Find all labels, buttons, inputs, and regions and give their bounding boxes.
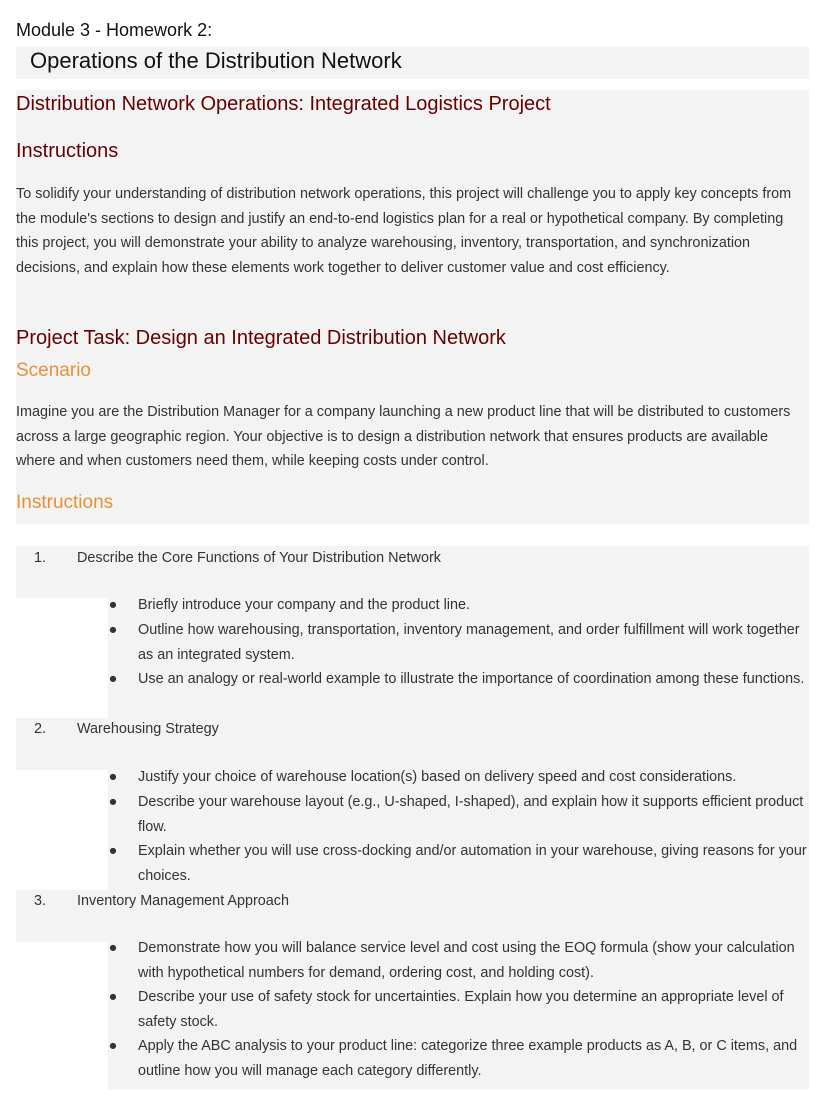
bullet-text: Apply the ABC analysis to your product line: categorize three example products as A, B, or C items, and outline how you will manage each category differently. (138, 1038, 798, 1079)
bullet-icon: ● (108, 989, 118, 1005)
bullet-text: Describe your use of safety stock for uncertainties. Explain how you determine an appropriate level of safety stock. (138, 989, 784, 1030)
project-task-heading: Project Task: Design an Integrated Distribution Network (16, 327, 506, 349)
bullet-icon: ● (108, 940, 118, 956)
bullet-icon: ● (108, 769, 118, 785)
document-title: Operations of the Distribution Network (16, 47, 809, 79)
scenario-paragraph: Imagine you are the Distribution Manager for a company launching a new product line that will be distributed to customers across a large geographic region. Your objective is to design a distribution network that ensures products are available where and when customers need them, while keeping costs under control. (16, 404, 791, 470)
instructions-heading-secondary: Instructions (16, 492, 114, 513)
bullet-icon: ● (108, 843, 118, 859)
section-heading: Distribution Network Operations: Integrated Logistics Project (16, 93, 551, 115)
intro-paragraph: To solidify your understanding of distribution network operations, this project will challenge you to apply key concepts from the module's sections to design and justify an end-to-end logistics plan for a real or hypothetical company. By completing this project, you will demonstrate your ability to analyze warehousing, inventory, transportation, and synchronization decisions, and explain how these elements work together to deliver customer value and cost efficiency. (16, 186, 792, 276)
task-number: 3. (33, 893, 46, 909)
task-number: 2. (33, 721, 46, 737)
bullet-text: Demonstrate how you will balance service level and cost using the EOQ formula (show your calculation with hypothetical numbers for demand, ordering cost, and holding cost). (138, 940, 795, 981)
bullet-icon: ● (108, 622, 118, 638)
task-list (16, 546, 809, 1089)
module-label: Module 3 - Homework 2: (16, 20, 213, 40)
task-title: Describe the Core Functions of Your Distribution Network (77, 550, 441, 566)
project-overview-section (16, 90, 809, 524)
instructions-heading: Instructions (16, 140, 119, 162)
bullet-text: Briefly introduce your company and the product line. (138, 597, 470, 613)
bullet-text: Explain whether you will use cross-docking and/or automation in your warehouse, giving reasons for your choices. (138, 843, 807, 884)
bullet-text: Describe your warehouse layout (e.g., U-shaped, I-shaped), and explain how it supports efficient product flow. (138, 794, 804, 835)
bullet-text: Outline how warehousing, transportation, inventory management, and order fulfillment will work together as an integrated system. (138, 622, 800, 663)
scenario-heading: Scenario (16, 360, 91, 381)
bullet-icon: ● (108, 597, 118, 613)
task-title: Inventory Management Approach (77, 893, 289, 909)
task-number: 1. (33, 550, 46, 566)
bullet-icon: ● (108, 794, 118, 810)
bullet-icon: ● (108, 671, 118, 687)
bullet-text: Justify your choice of warehouse location(s) based on delivery speed and cost considerations. (138, 769, 737, 785)
bullet-text: Use an analogy or real-world example to illustrate the importance of coordination among these functions. (138, 671, 805, 687)
task-title: Warehousing Strategy (77, 721, 219, 737)
bullet-icon: ● (108, 1038, 118, 1054)
